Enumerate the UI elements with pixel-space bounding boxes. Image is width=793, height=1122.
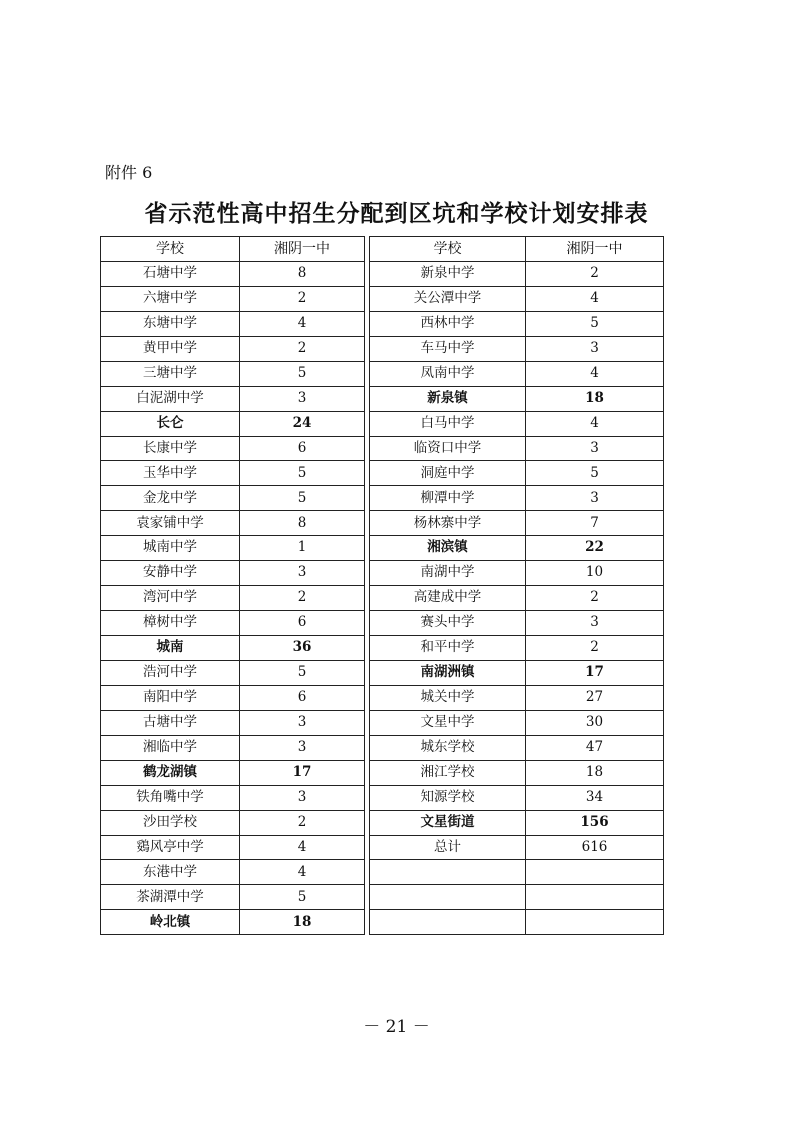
table-row	[370, 461, 664, 486]
table-row	[370, 261, 664, 286]
school-name: 柳潭中学	[370, 486, 526, 511]
table-row	[101, 860, 365, 885]
school-name: 六塘中学	[101, 286, 240, 311]
table-row	[101, 336, 365, 361]
town-name: 湘滨镇	[370, 536, 526, 561]
subtotal-row	[101, 760, 365, 785]
quota-count: 4	[526, 411, 664, 436]
quota-count: 2	[526, 261, 664, 286]
table-row	[370, 785, 664, 810]
quota-count: 5	[526, 311, 664, 336]
school-name: 浩河中学	[101, 660, 240, 685]
table-row	[101, 611, 365, 636]
school-name: 樟树中学	[101, 611, 240, 636]
table-row	[370, 710, 664, 735]
table-row	[101, 586, 365, 611]
table-row	[101, 486, 365, 511]
table-row	[370, 735, 664, 760]
quota-count: 4	[240, 311, 365, 336]
town-name: 城南	[101, 636, 240, 661]
school-name: 城南中学	[101, 536, 240, 561]
quota-count: 3	[240, 785, 365, 810]
quota-count: 27	[526, 685, 664, 710]
school-name: 袁家铺中学	[101, 511, 240, 536]
school-name: 湘江学校	[370, 760, 526, 785]
table-row	[370, 286, 664, 311]
table-row	[370, 835, 664, 860]
subtotal-row	[370, 660, 664, 685]
quota-count: 6	[240, 436, 365, 461]
table-row	[101, 536, 365, 561]
school-name: 长康中学	[101, 436, 240, 461]
quota-count: 2	[240, 336, 365, 361]
quota-count: 3	[526, 336, 664, 361]
quota-count	[526, 860, 664, 885]
town-total: 17	[240, 760, 365, 785]
table-row	[370, 561, 664, 586]
table-row	[101, 885, 365, 910]
quota-count: 2	[526, 636, 664, 661]
school-name	[370, 860, 526, 885]
quota-count: 2	[240, 810, 365, 835]
school-name: 金龙中学	[101, 486, 240, 511]
table-row	[101, 311, 365, 336]
quota-count: 6	[240, 611, 365, 636]
table-header-row	[370, 237, 664, 262]
school-name: 古塘中学	[101, 710, 240, 735]
quota-count: 5	[526, 461, 664, 486]
table-row	[101, 561, 365, 586]
town-name: 长仑	[101, 411, 240, 436]
subtotal-row	[370, 810, 664, 835]
school-name: 铁角嘴中学	[101, 785, 240, 810]
table-row	[101, 461, 365, 486]
town-name: 岭北镇	[101, 910, 240, 935]
school-name: 白泥湖中学	[101, 386, 240, 411]
school-name: 东塘中学	[101, 311, 240, 336]
quota-count: 5	[240, 361, 365, 386]
left-table-body	[101, 261, 365, 934]
quota-count: 5	[240, 461, 365, 486]
table-row	[370, 311, 664, 336]
table-row	[370, 910, 664, 935]
table-row	[101, 286, 365, 311]
school-name: 凤南中学	[370, 361, 526, 386]
school-name: 高建成中学	[370, 586, 526, 611]
quota-count: 47	[526, 735, 664, 760]
quota-count: 2	[526, 586, 664, 611]
school-name: 总计	[370, 835, 526, 860]
school-name: 关公潭中学	[370, 286, 526, 311]
table-row	[370, 586, 664, 611]
table-row	[101, 261, 365, 286]
header-school: 学校	[101, 237, 240, 262]
quota-count: 3	[526, 436, 664, 461]
table-row	[370, 611, 664, 636]
town-total: 36	[240, 636, 365, 661]
school-name: 湾河中学	[101, 586, 240, 611]
table-row	[101, 685, 365, 710]
school-name: 沙田学校	[101, 810, 240, 835]
quota-count: 6	[240, 685, 365, 710]
school-name: 洞庭中学	[370, 461, 526, 486]
table-row	[370, 486, 664, 511]
table-row	[370, 436, 664, 461]
town-name: 文星街道	[370, 810, 526, 835]
school-name: 茶湖潭中学	[101, 885, 240, 910]
table-row	[370, 636, 664, 661]
table-row	[370, 760, 664, 785]
quota-count	[526, 910, 664, 935]
quota-count: 3	[526, 486, 664, 511]
town-name: 新泉镇	[370, 386, 526, 411]
school-name: 黄甲中学	[101, 336, 240, 361]
quota-count: 3	[240, 735, 365, 760]
school-name: 临资口中学	[370, 436, 526, 461]
school-name: 和平中学	[370, 636, 526, 661]
town-name: 南湖洲镇	[370, 660, 526, 685]
table-row	[370, 336, 664, 361]
table-row	[101, 810, 365, 835]
document-title: 省示范性高中招生分配到区坑和学校计划安排表	[144, 200, 649, 227]
school-name: 玉华中学	[101, 461, 240, 486]
page-number: － 21 －	[363, 1017, 430, 1037]
quota-count: 8	[240, 511, 365, 536]
table-row	[101, 785, 365, 810]
quota-count: 4	[526, 361, 664, 386]
table-row	[370, 511, 664, 536]
subtotal-row	[101, 636, 365, 661]
school-name: 车马中学	[370, 336, 526, 361]
town-total: 22	[526, 536, 664, 561]
quota-count: 34	[526, 785, 664, 810]
school-name	[370, 885, 526, 910]
school-name	[370, 910, 526, 935]
school-name: 南湖中学	[370, 561, 526, 586]
table-row	[370, 885, 664, 910]
table-row	[101, 361, 365, 386]
header-allocation: 湘阴一中	[240, 237, 365, 262]
quota-count: 10	[526, 561, 664, 586]
town-total: 18	[526, 386, 664, 411]
table-row	[101, 735, 365, 760]
town-total: 17	[526, 660, 664, 685]
school-name: 安静中学	[101, 561, 240, 586]
table-row	[101, 386, 365, 411]
school-name: 文星中学	[370, 710, 526, 735]
quota-count: 4	[526, 286, 664, 311]
table-header-row	[101, 237, 365, 262]
table-row	[370, 361, 664, 386]
allocation-table-right	[369, 236, 664, 935]
quota-count: 3	[240, 386, 365, 411]
school-name: 三塘中学	[101, 361, 240, 386]
header-allocation: 湘阴一中	[526, 237, 664, 262]
school-name: 白马中学	[370, 411, 526, 436]
table-row	[370, 685, 664, 710]
table-row	[101, 710, 365, 735]
school-name: 湘临中学	[101, 735, 240, 760]
town-total: 24	[240, 411, 365, 436]
allocation-table-left	[100, 236, 365, 935]
quota-count: 7	[526, 511, 664, 536]
table-row	[101, 436, 365, 461]
quota-count: 5	[240, 660, 365, 685]
subtotal-row	[101, 910, 365, 935]
attachment-label: 附件 6	[105, 163, 153, 182]
table-row	[101, 660, 365, 685]
quota-count: 3	[526, 611, 664, 636]
school-name: 石塘中学	[101, 261, 240, 286]
table-row	[101, 511, 365, 536]
school-name: 西林中学	[370, 311, 526, 336]
town-total: 156	[526, 810, 664, 835]
header-school: 学校	[370, 237, 526, 262]
subtotal-row	[370, 386, 664, 411]
quota-count: 3	[240, 561, 365, 586]
quota-count	[526, 885, 664, 910]
table-row	[370, 860, 664, 885]
quota-count: 1	[240, 536, 365, 561]
quota-count: 5	[240, 885, 365, 910]
school-name: 南阳中学	[101, 685, 240, 710]
quota-count: 3	[240, 710, 365, 735]
quota-count: 30	[526, 710, 664, 735]
town-name: 鹤龙湖镇	[101, 760, 240, 785]
right-table-body	[370, 261, 664, 934]
school-name: 东港中学	[101, 860, 240, 885]
quota-count: 5	[240, 486, 365, 511]
quota-count: 2	[240, 286, 365, 311]
school-name: 赛头中学	[370, 611, 526, 636]
quota-count: 4	[240, 860, 365, 885]
table-row	[370, 411, 664, 436]
quota-count: 8	[240, 261, 365, 286]
table-row	[101, 835, 365, 860]
quota-count: 18	[526, 760, 664, 785]
school-name: 城关中学	[370, 685, 526, 710]
subtotal-row	[370, 536, 664, 561]
quota-count: 616	[526, 835, 664, 860]
quota-count: 2	[240, 586, 365, 611]
quota-count: 4	[240, 835, 365, 860]
subtotal-row	[101, 411, 365, 436]
school-name: 知源学校	[370, 785, 526, 810]
school-name: 杨林寨中学	[370, 511, 526, 536]
school-name: 新泉中学	[370, 261, 526, 286]
school-name: 鵎风亭中学	[101, 835, 240, 860]
town-total: 18	[240, 910, 365, 935]
school-name: 城东学校	[370, 735, 526, 760]
